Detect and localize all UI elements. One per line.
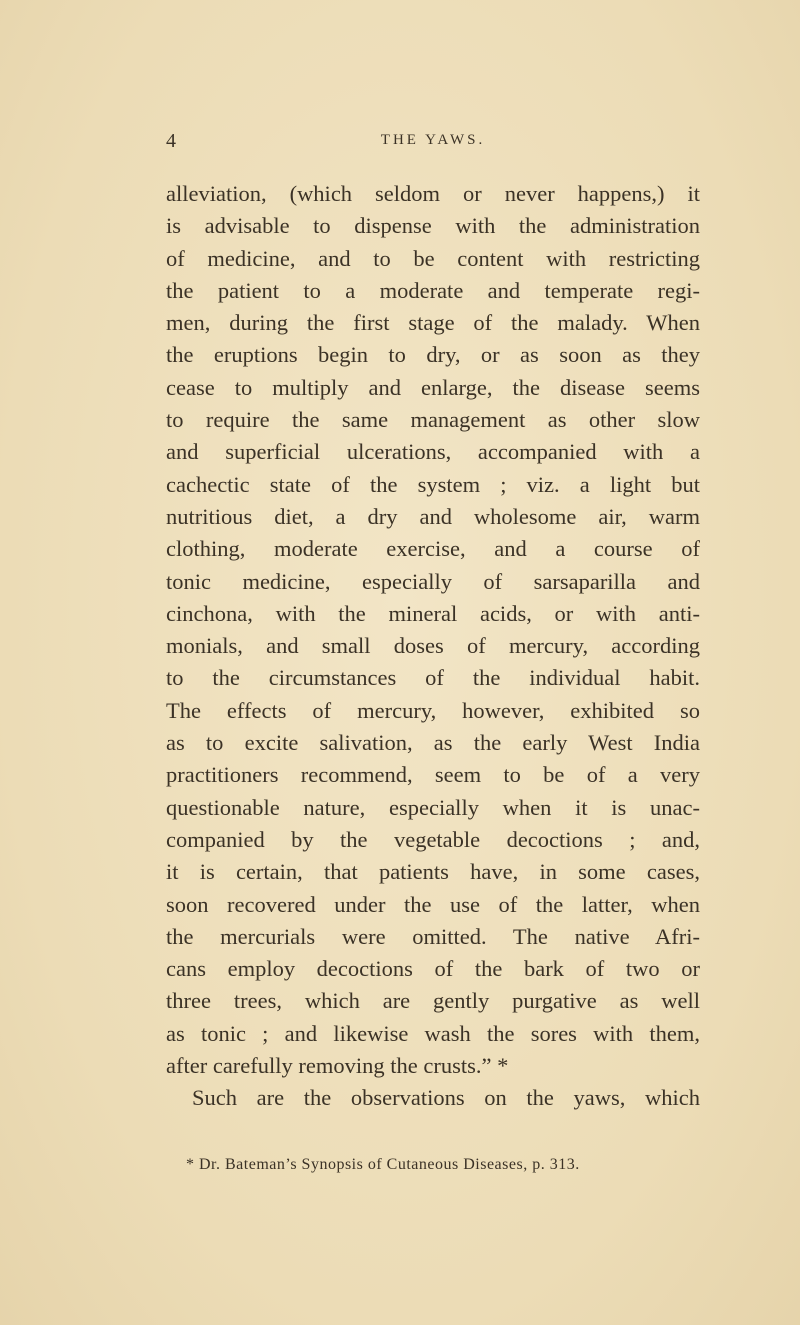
text-line: after carefully removing the crusts.” * <box>166 1053 509 1079</box>
text-line: questionable nature, especially when it is unac- <box>166 794 700 820</box>
text-line: cachectic state of the system ; viz. a light but <box>166 471 700 497</box>
body-text <box>166 178 700 1115</box>
text-line: alleviation, (which seldom or never happens,) it <box>166 181 700 206</box>
text-line: soon recovered under the use of the latter, when <box>166 891 700 917</box>
text-line: the mercurials were omitted. The native Afri- <box>166 923 700 949</box>
text-line: men, during the first stage of the malady. When <box>166 310 700 336</box>
text-line: as to excite salivation, as the early West India <box>166 730 700 756</box>
text-line: to require the same management as other slow <box>166 407 700 433</box>
text-line: tonic medicine, especially of sarsaparilla and <box>166 568 700 594</box>
text-line: Such are the observations on the yaws, which <box>192 1085 700 1111</box>
page-number: 4 <box>166 130 176 152</box>
text-line: cease to multiply and enlarge, the disease seems <box>166 374 700 400</box>
text-line: three trees, which are gently purgative as well <box>166 988 700 1014</box>
text-line: to the circumstances of the individual habit. <box>166 665 700 691</box>
text-line: nutritious diet, a dry and wholesome air, warm <box>166 503 700 529</box>
text-line: cinchona, with the mineral acids, or with anti- <box>166 600 700 626</box>
running-title: THE YAWS. <box>380 132 486 148</box>
footnote: * Dr. Bateman’s Synopsis of Cutaneous Diseases, p. 313. <box>186 1156 580 1173</box>
text-line: of medicine, and to be content with restricting <box>166 245 700 271</box>
text-line: the eruptions begin to dry, or as soon as they <box>166 342 700 368</box>
text-line: monials, and small doses of mercury, according <box>166 633 700 659</box>
running-header <box>166 130 700 154</box>
text-line: The effects of mercury, however, exhibited so <box>166 697 700 723</box>
text-line: cans employ decoctions of the bark of two or <box>166 956 700 982</box>
text-line: practitioners recommend, seem to be of a very <box>166 762 700 788</box>
text-line: is advisable to dispense with the administration <box>166 213 700 239</box>
text-line: and superficial ulcerations, accompanied with a <box>166 439 700 465</box>
text-line: clothing, moderate exercise, and a course of <box>166 536 700 562</box>
text-line: as tonic ; and likewise wash the sores with them, <box>166 1020 700 1046</box>
text-line: the patient to a moderate and temperate regi- <box>166 277 700 303</box>
text-line: companied by the vegetable decoctions ; and, <box>166 826 700 852</box>
text-line: it is certain, that patients have, in some cases, <box>166 859 700 885</box>
